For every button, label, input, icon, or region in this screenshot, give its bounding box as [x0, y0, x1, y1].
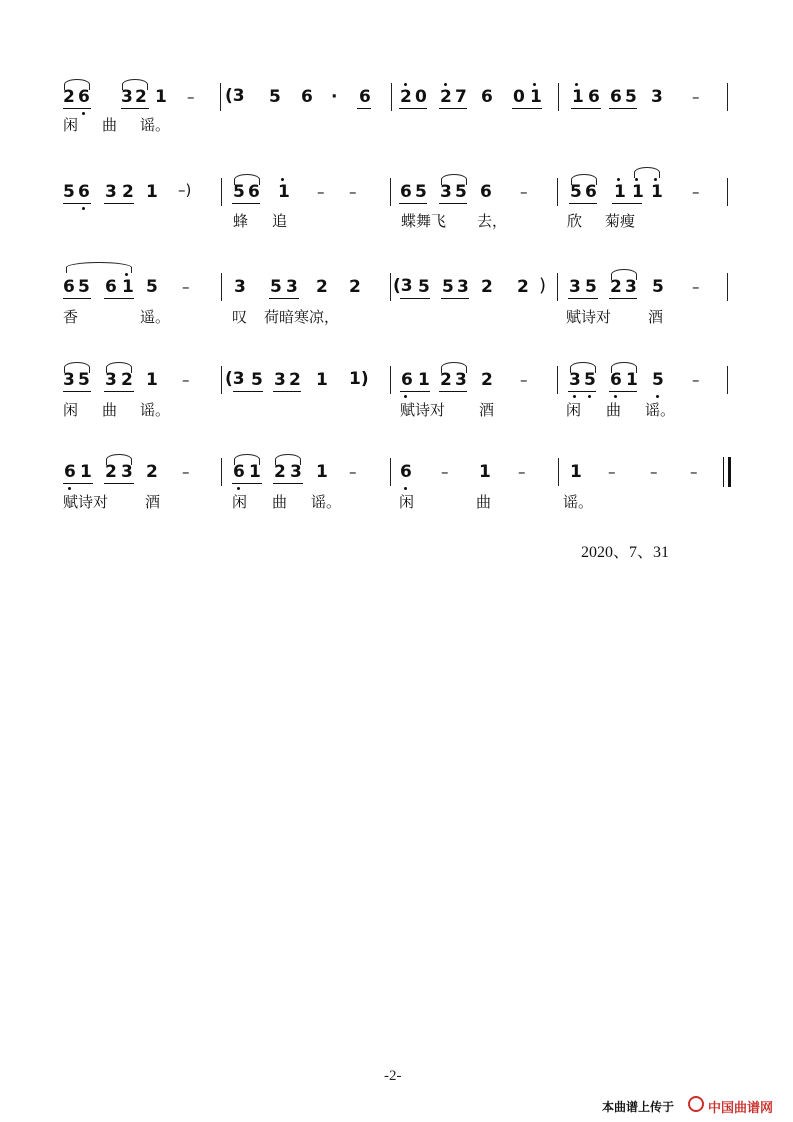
lyric: 追: [272, 212, 288, 230]
lyric: 叹: [232, 308, 248, 326]
low-dot: [588, 395, 591, 398]
slur: [64, 362, 90, 373]
note: 1: [632, 182, 644, 202]
note: 3: [121, 87, 133, 107]
underline: [400, 298, 430, 299]
note: 1): [349, 369, 369, 389]
note: 6: [400, 462, 412, 482]
note: 3: [625, 277, 637, 297]
slur: [66, 262, 132, 273]
note: 6: [248, 182, 260, 202]
note: 1: [80, 462, 92, 482]
lyric: 曲: [102, 116, 118, 134]
note: ·: [331, 87, 338, 107]
lyric: 谣。: [645, 401, 676, 419]
slur: [571, 174, 597, 185]
dash: –: [690, 463, 698, 481]
underline: [568, 298, 598, 299]
lyric: 酒: [479, 401, 495, 419]
note: 2: [481, 370, 493, 390]
high-dot: [617, 178, 620, 181]
lyric: 蜂: [233, 212, 249, 230]
underline: [232, 203, 260, 204]
dash: –: [317, 183, 325, 201]
note: 5: [270, 277, 282, 297]
note: 2: [517, 277, 529, 297]
underline: [104, 298, 134, 299]
note: 6: [610, 87, 622, 107]
high-dot: [654, 178, 657, 181]
paren: ): [539, 275, 547, 296]
note: 1: [626, 370, 638, 390]
dash: –: [692, 278, 700, 296]
slur: [441, 174, 467, 185]
note: 5: [455, 182, 467, 202]
upload-credit: 本曲谱上传于: [602, 1100, 675, 1114]
note: 3: [63, 370, 75, 390]
note: 3: [234, 277, 246, 297]
underline: [441, 298, 469, 299]
barline: [221, 178, 222, 206]
note: 1: [122, 277, 134, 297]
underline: [399, 203, 427, 204]
dash: –: [692, 371, 700, 389]
dash: –: [608, 463, 616, 481]
note: 3: [290, 462, 302, 482]
note: 2: [274, 462, 286, 482]
note: 1: [572, 87, 584, 107]
barline: [221, 273, 222, 301]
lyric: 去，: [477, 212, 508, 230]
note: 2: [289, 370, 301, 390]
composition-date: 2020、7、31: [581, 544, 670, 561]
lyric: 曲: [476, 493, 492, 511]
note: 1: [316, 370, 328, 390]
underline: [233, 391, 263, 392]
note: 3: [455, 370, 467, 390]
lyric: 遥。: [140, 308, 171, 326]
underline: [63, 108, 91, 109]
underline: [121, 108, 149, 109]
slur: [106, 454, 132, 465]
dash: –: [441, 463, 449, 481]
lyric: 欣: [567, 212, 583, 230]
note: 5: [652, 277, 664, 297]
lyric: 闲: [566, 401, 582, 419]
lyric: 赋诗对: [400, 401, 446, 419]
note: 1: [614, 182, 626, 202]
note: 2: [146, 462, 158, 482]
note: 0: [513, 87, 525, 107]
barline: [727, 273, 728, 301]
underline: [439, 108, 467, 109]
note: 2: [316, 277, 328, 297]
site-name: 中国曲谱网: [708, 1101, 774, 1116]
barline: [727, 178, 728, 206]
site-logo-icon: [688, 1096, 704, 1112]
note: 5: [418, 277, 430, 297]
high-dot: [635, 178, 638, 181]
note: 5: [251, 370, 263, 390]
low-dot: [614, 395, 617, 398]
underline: [63, 483, 93, 484]
note: 6: [588, 87, 600, 107]
note: (3: [225, 86, 245, 106]
underline: [439, 391, 467, 392]
note: 3: [105, 182, 117, 202]
note: 3: [105, 370, 117, 390]
note: 5: [78, 277, 90, 297]
dash: –: [692, 183, 700, 201]
low-dot: [404, 487, 407, 490]
dash: –): [178, 181, 192, 199]
note: 6: [480, 182, 492, 202]
note: 5: [146, 277, 158, 297]
barline: [558, 458, 559, 486]
page-number: -2-: [384, 1068, 402, 1084]
lyric: 荷暗寒凉，: [264, 308, 340, 326]
note: 3: [440, 182, 452, 202]
underline: [609, 298, 637, 299]
underline: [104, 391, 134, 392]
underline: [357, 108, 371, 109]
lyric: 赋诗对: [566, 308, 612, 326]
note: 3: [274, 370, 286, 390]
lyric: 曲: [102, 401, 118, 419]
note: 5: [233, 182, 245, 202]
dash: –: [349, 183, 357, 201]
barline: [557, 273, 558, 301]
underline: [269, 298, 299, 299]
note: 3: [651, 87, 663, 107]
dash: –: [182, 371, 190, 389]
underline: [439, 203, 467, 204]
lyric: 菊瘦: [605, 212, 636, 230]
note: 5: [585, 277, 597, 297]
note: 2: [349, 277, 361, 297]
slur: [441, 362, 467, 373]
lyric: 谣。: [140, 401, 171, 419]
underline: [569, 203, 597, 204]
note: 6: [359, 87, 371, 107]
low-dot: [82, 207, 85, 210]
note: 6: [233, 462, 245, 482]
note: 5: [63, 182, 75, 202]
note: 5: [78, 370, 90, 390]
final-barline: [728, 457, 731, 487]
dash: –: [692, 88, 700, 106]
dash: –: [187, 88, 195, 106]
note: 2: [122, 182, 134, 202]
lyric: 蝶舞飞: [401, 212, 447, 230]
lyric: 曲: [272, 493, 288, 511]
lyric: 酒: [648, 308, 664, 326]
note: 2: [121, 370, 133, 390]
underline: [273, 483, 303, 484]
low-dot: [68, 487, 71, 490]
note: 3: [121, 462, 133, 482]
slur: [106, 362, 132, 373]
note: 2: [63, 87, 75, 107]
slur: [234, 174, 260, 185]
note: 3: [569, 277, 581, 297]
slur: [275, 454, 301, 465]
note: 0: [415, 87, 427, 107]
final-barline: [723, 457, 724, 487]
note: 1: [530, 87, 542, 107]
note: 3: [569, 370, 581, 390]
underline: [399, 108, 427, 109]
note: 1: [651, 182, 663, 202]
lyric: 谣。: [311, 493, 342, 511]
note: 6: [78, 87, 90, 107]
note: 2: [400, 87, 412, 107]
underline: [63, 298, 91, 299]
note: 6: [401, 370, 413, 390]
dash: –: [182, 463, 190, 481]
note: 7: [455, 87, 467, 107]
underline: [232, 483, 262, 484]
note: 1: [155, 87, 167, 107]
underline: [400, 391, 430, 392]
note: 6: [105, 277, 117, 297]
note: 1: [249, 462, 261, 482]
dash: –: [349, 463, 357, 481]
lyric: 闲: [63, 116, 79, 134]
note: 1: [316, 462, 328, 482]
lyric: 闲: [399, 493, 415, 511]
lyric: 谣。: [563, 493, 594, 511]
dash: –: [182, 278, 190, 296]
lyric: 赋诗对: [63, 493, 109, 511]
slur: [611, 269, 637, 280]
note: 5: [415, 182, 427, 202]
underline: [104, 483, 134, 484]
slur: [570, 362, 596, 373]
note: 2: [440, 87, 452, 107]
slur: [611, 362, 637, 373]
lyric: 闲: [232, 493, 248, 511]
site-logo[interactable]: [688, 1094, 783, 1114]
note: 6: [64, 462, 76, 482]
note: 5: [570, 182, 582, 202]
low-dot: [573, 395, 576, 398]
barline: [221, 458, 222, 486]
note: 6: [63, 277, 75, 297]
lyric: 闲: [63, 401, 79, 419]
underline: [63, 391, 91, 392]
low-dot: [82, 112, 85, 115]
note: 2: [481, 277, 493, 297]
dash: –: [520, 371, 528, 389]
underline: [609, 391, 637, 392]
note: 1: [479, 462, 491, 482]
note: 2: [105, 462, 117, 482]
underline: [63, 203, 91, 204]
lyric: 曲: [606, 401, 622, 419]
note: 6: [585, 182, 597, 202]
note: 6: [78, 182, 90, 202]
dash: –: [520, 183, 528, 201]
barline: [221, 366, 222, 394]
note: 5: [269, 87, 281, 107]
high-dot: [125, 273, 128, 276]
barline: [557, 366, 558, 394]
note: 6: [610, 370, 622, 390]
barline: [390, 458, 391, 486]
note: 5: [584, 370, 596, 390]
note: 6: [481, 87, 493, 107]
dash: –: [518, 463, 526, 481]
low-dot: [237, 487, 240, 490]
note: 6: [301, 87, 313, 107]
note: 6: [400, 182, 412, 202]
underline: [571, 108, 601, 109]
barline: [727, 366, 728, 394]
note: 2: [135, 87, 147, 107]
note: 1: [146, 370, 158, 390]
dash: –: [650, 463, 658, 481]
note: 1: [418, 370, 430, 390]
note: 5: [442, 277, 454, 297]
low-dot: [404, 395, 407, 398]
underline: [512, 108, 542, 109]
slur: [634, 167, 660, 178]
note: (3: [225, 369, 245, 389]
underline: [612, 203, 642, 204]
note: 1: [278, 182, 290, 202]
lyric: 酒: [145, 493, 161, 511]
slur: [234, 454, 260, 465]
note: 3: [457, 277, 469, 297]
note: 3: [286, 277, 298, 297]
underline: [104, 203, 134, 204]
underline: [273, 391, 301, 392]
note: 5: [652, 370, 664, 390]
note: 2: [610, 277, 622, 297]
note: 2: [440, 370, 452, 390]
note: (3: [393, 276, 413, 296]
low-dot: [656, 395, 659, 398]
high-dot: [281, 178, 284, 181]
lyric: 香: [63, 308, 79, 326]
barline: [390, 273, 391, 301]
note: 5: [625, 87, 637, 107]
underline: [609, 108, 637, 109]
note: 1: [146, 182, 158, 202]
lyric: 谣。: [140, 116, 171, 134]
barline: [390, 366, 391, 394]
underline: [568, 391, 596, 392]
barline: [390, 178, 391, 206]
barline: [557, 178, 558, 206]
note: 1: [570, 462, 582, 482]
